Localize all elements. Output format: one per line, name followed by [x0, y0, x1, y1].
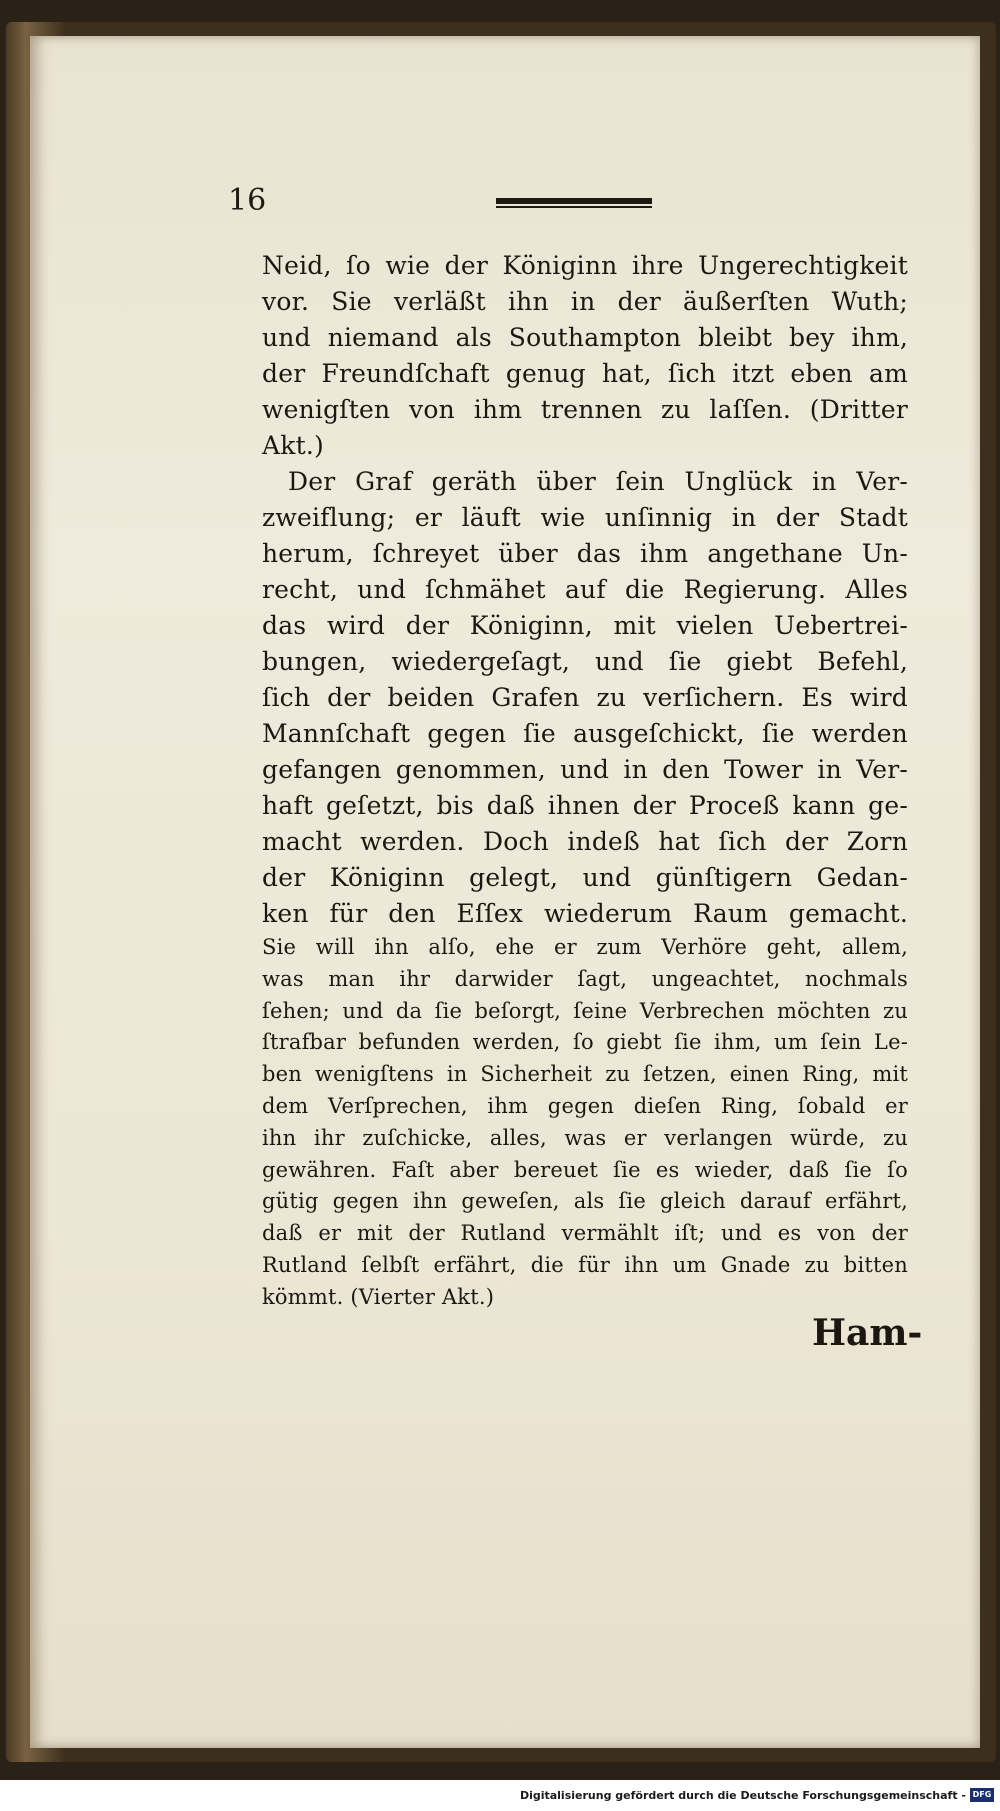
text-line: ihn ihr zuſchicke, alles, was er verlangen würde, zu — [262, 1125, 908, 1150]
footer-bar — [0, 1780, 1000, 1811]
text-line: gütig gegen ihn geweſen, als ſie gleich darauf erfährt, — [262, 1189, 908, 1214]
text-line: haft geſetzt, bis daß ihnen der Proceß kann ge- — [262, 791, 908, 820]
catchword: Ham- — [812, 1312, 923, 1354]
text-line: bungen, wiedergeſagt, und ſie giebt Befehl, — [262, 647, 908, 676]
funding-credit: Digitalisierung gefördert durch die Deutsche Forschungsgemeinschaft - — [519, 1789, 966, 1802]
text-line: Akt.) — [262, 431, 324, 460]
text-line: und niemand als Southampton bleibt bey ihm, — [262, 323, 908, 352]
main-paragraphs — [262, 248, 908, 932]
dfg-logo: DFG — [970, 1788, 994, 1802]
header-rule-ornament — [496, 198, 652, 210]
text-line: ken für den Eſſex wiederum Raum gemacht. — [262, 899, 908, 928]
text-line: ben wenigſtens in Sicherheit zu ſetzen, einen Ring, mit — [262, 1062, 908, 1087]
text-line: der Königinn gelegt, und günſtigern Gedan- — [262, 863, 908, 892]
small-print-paragraph — [262, 932, 908, 1314]
text-line: wenigſten von ihm trennen zu laſſen. (Dritter — [262, 395, 908, 424]
text-line: Rutland ſelbſt erfährt, die für ihn um Gnade zu bitten — [262, 1252, 908, 1277]
text-line: kömmt. (Vierter Akt.) — [262, 1284, 495, 1309]
text-line: das wird der Königinn, mit vielen Uebertrei- — [262, 611, 908, 640]
text-line: gefangen genommen, und in den Tower in Ver- — [262, 755, 908, 784]
text-line: daß er mit der Rutland vermählt iſt; und es von der — [262, 1221, 908, 1246]
text-line: macht werden. Doch indeß hat ſich der Zorn — [262, 827, 908, 856]
text-line: Der Graf geräth über ſein Unglück in Ver- — [288, 467, 908, 496]
text-line: was man ihr darwider ſagt, ungeachtet, nochmals — [262, 966, 908, 991]
text-line: Sie will ihn alſo, ehe er zum Verhöre geht, allem, — [262, 935, 908, 959]
text-line: zweiflung; er läuft wie unſinnig in der Stadt — [262, 503, 908, 532]
text-line: der Freundſchaft genug hat, ſich itzt eben am — [262, 359, 908, 388]
text-line: Neid, ſo wie der Königinn ihre Ungerechtigkeit — [262, 251, 908, 280]
page-number: 16 — [228, 183, 267, 218]
text-line: gewähren. Faſt aber bereuet ſie es wieder, daß ſie ſo — [262, 1157, 908, 1182]
text-line: vor. Sie verläßt ihn in der äußerſten Wuth; — [262, 287, 908, 316]
text-line: ſich der beiden Grafen zu verſichern. Es wird — [262, 683, 908, 712]
text-line: dem Verſprechen, ihm gegen dieſen Ring, ſobald er — [262, 1093, 908, 1118]
body-text — [262, 248, 908, 1314]
text-line: Mannſchaft gegen ſie ausgeſchickt, ſie werden — [262, 719, 908, 748]
text-line: recht, und ſchmähet auf die Regierung. Alles — [262, 575, 908, 604]
text-line: herum, ſchreyet über das ihm angethane Un- — [262, 539, 908, 568]
text-line: ſehen; und da ſie beſorgt, ſeine Verbrechen möchten zu — [262, 998, 908, 1023]
text-line: ſtrafbar befunden werden, ſo giebt ſie ihm, um ſein Le- — [262, 1030, 908, 1055]
